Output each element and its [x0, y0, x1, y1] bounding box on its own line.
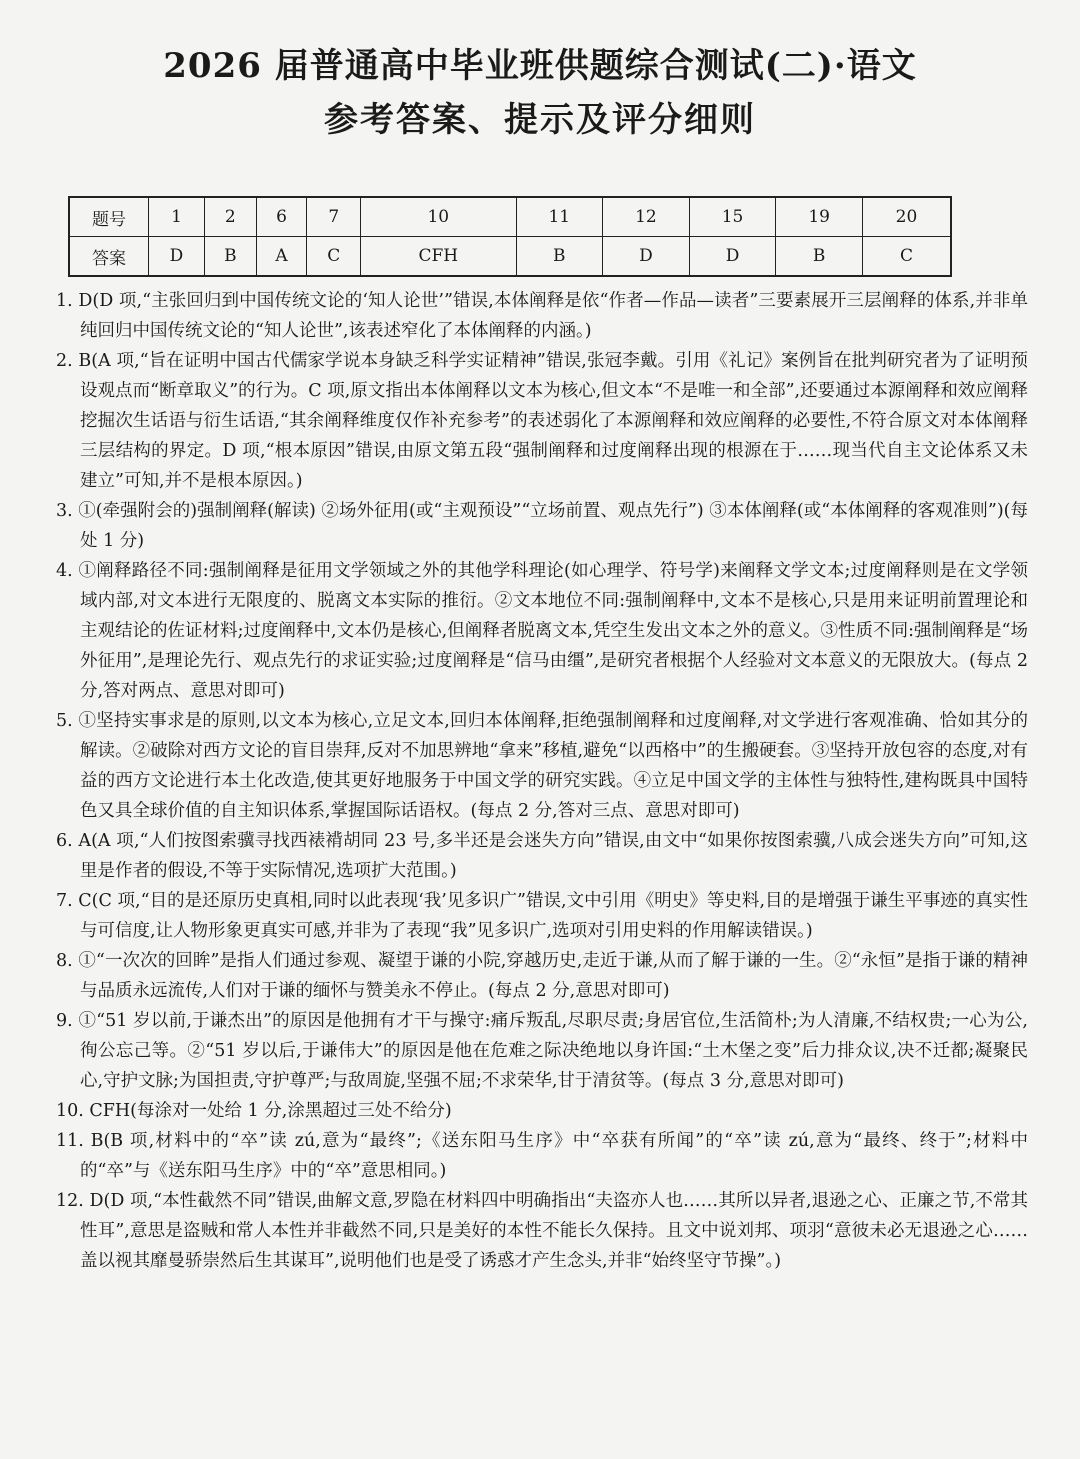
explanation-item-2: 2. B(A 项,“旨在证明中国古代儒家学说本身缺乏科学实证精神”错误,张冠李戴。引用《礼记》案例旨在批判研究者为了证明预设观点而“断章取义”的行为。C 项,原文指出本体阐释以文本为核心,但文本“不是唯一和全部”,还要通过本源阐释和效应阐释挖掘次生话语与衍生话语,“其余阐释维度仅作补充参考”的表述弱化了本源阐释和效应阐释的必要性,不符合原文对本体阐释三层结构的界定。D 项,“根本原因”错误,由原文第五段“强制阐释和过度阐释出现的根源在于……现当代自主文论体系又未建立”可知,并不是根本原因。) [56, 351, 1028, 491]
answer-row [69, 237, 951, 277]
answer-cell: CFH [361, 237, 516, 277]
question-cell: 10 [361, 197, 516, 237]
explanation-item-6: 6. A(A 项,“人们按图索骥寻找西裱褙胡同 23 号,多半还是会迷失方向”错误,由文中“如果你按图索骥,八成会迷失方向”可知,这里是作者的假设,不等于实际情况,选项扩大范围。) [56, 831, 1028, 881]
explanation-item-7: 7. C(C 项,“目的是还原历史真相,同时以此表现‘我’见多识广”错误,文中引用《明史》等史料,目的是增强于谦生平事迹的真实性与可信度,让人物形象更真实可感,并非为了表现“我”见多识广,选项对引用史料的作用解读错误。) [56, 891, 1028, 941]
answer-cell: C [862, 237, 951, 277]
explanation-item-11: 11. B(B 项,材料中的“卒”读 zú,意为“最终”;《送东阳马生序》中“卒获有所闻”的“卒”读 zú,意为“最终、终于”;材料中的“卒”与《送东阳马生序》中的“卒”意思相同。) [56, 1131, 1028, 1181]
question-number-row [69, 197, 951, 237]
answer-cell: C [307, 237, 361, 277]
question-cell: 11 [516, 197, 603, 237]
page-title: 2026 届普通高中毕业班供题综合测试(二)·语文 [163, 46, 917, 86]
row-label-answer: 答案 [69, 237, 149, 277]
question-cell: 1 [149, 197, 205, 237]
question-cell: 2 [205, 197, 257, 237]
question-cell: 19 [776, 197, 863, 237]
answer-cell: A [256, 237, 307, 277]
question-cell: 6 [256, 197, 307, 237]
explanation-item-4: 4. ①阐释路径不同:强制阐释是征用文学领域之外的其他学科理论(如心理学、符号学)来阐释文学文本;过度阐释则是在文学领域内部,对文本进行无限度的、脱离文本实际的推衍。②文本地位不同:强制阐释中,文本不是核心,只是用来证明前置理论和主观结论的佐证材料;过度阐释中,文本仍是核心,但阐释者脱离文本,凭空生发出文本之外的意义。③性质不同:强制阐释是“场外征用”,是理论先行、观点先行的求证实验;过度阐释是“信马由缰”,是研究者根据个人经验对文本意义的无限放大。(每点 2 分,答对两点、意思对即可) [56, 561, 1028, 701]
answer-cell: B [205, 237, 257, 277]
answer-cell: B [516, 237, 603, 277]
answer-cell: D [149, 237, 205, 277]
explanation-item-8: 8. ①“一次次的回眸”是指人们通过参观、凝望于谦的小院,穿越历史,走近于谦,从而了解于谦的一生。②“永恒”是指于谦的精神与品质永远流传,人们对于谦的缅怀与赞美永不停止。(每点 2 分,意思对即可) [56, 951, 1028, 1001]
explanation-list [56, 286, 1028, 1276]
question-cell: 7 [307, 197, 361, 237]
explanation-item-12: 12. D(D 项,“本性截然不同”错误,曲解文意,罗隐在材料四中明确指出“夫盗亦人也……其所以异者,退逊之心、正廉之节,不常其性耳”,意思是盗贼和常人本性并非截然不同,只是美好的本性不能长久保持。且文中说刘邦、项羽“意彼未必无退逊之心……盖以视其靡曼骄崇然后生其谋耳”,说明他们也是受了诱惑才产生念头,并非“始终坚守节操”。) [56, 1191, 1028, 1271]
explanation-item-1: 1. D(D 项,“主张回归到中国传统文论的‘知人论世’”错误,本体阐释是依“作者—作品—读者”三要素展开三层阐释的体系,并非单纯回归中国传统文论的“知人论世”,该表述窄化了本体阐释的内涵。) [56, 291, 1028, 341]
explanation-item-10: 10. CFH(每涂对一处给 1 分,涂黑超过三处不给分) [56, 1101, 452, 1121]
answer-table [68, 196, 952, 277]
answer-cell: D [689, 237, 776, 277]
question-cell: 12 [603, 197, 690, 237]
question-cell: 15 [689, 197, 776, 237]
row-label-question: 题号 [69, 197, 149, 237]
explanation-item-5: 5. ①坚持实事求是的原则,以文本为核心,立足文本,回归本体阐释,拒绝强制阐释和过度阐释,对文学进行客观准确、恰如其分的解读。②破除对西方文论的盲目崇拜,反对不加思辨地“拿来”移植,避免“以西格中”的生搬硬套。③坚持开放包容的态度,对有益的西方文论进行本土化改造,使其更好地服务于中国文学的研究实践。④立足中国文学的主体性与独特性,建构既具中国特色又具全球价值的自主知识体系,掌握国际话语权。(每点 2 分,答对三点、意思对即可) [56, 711, 1028, 821]
answer-cell: B [776, 237, 863, 277]
explanation-item-3: 3. ①(牵强附会的)强制阐释(解读) ②场外征用(或“主观预设”“立场前置、观点先行”) ③本体阐释(或“本体阐释的客观准则”)(每处 1 分) [56, 501, 1028, 551]
explanation-item-9: 9. ①“51 岁以前,于谦杰出”的原因是他拥有才干与操守:痛斥叛乱,尽职尽责;身居官位,生活简朴;为人清廉,不结权贵;一心为公,徇公忘己等。②“51 岁以后,于谦伟大”的原因是他在危难之际决绝地以身许国:“土木堡之变”后力排众议,决不迁都;凝聚民心,守护文脉;为国担责,守护尊严;与敌周旋,坚强不屈;不求荣华,甘于清贫等。(每点 3 分,意思对即可) [56, 1011, 1028, 1091]
answer-cell: D [603, 237, 690, 277]
question-cell: 20 [862, 197, 951, 237]
page-subtitle: 参考答案、提示及评分细则 [324, 100, 756, 140]
